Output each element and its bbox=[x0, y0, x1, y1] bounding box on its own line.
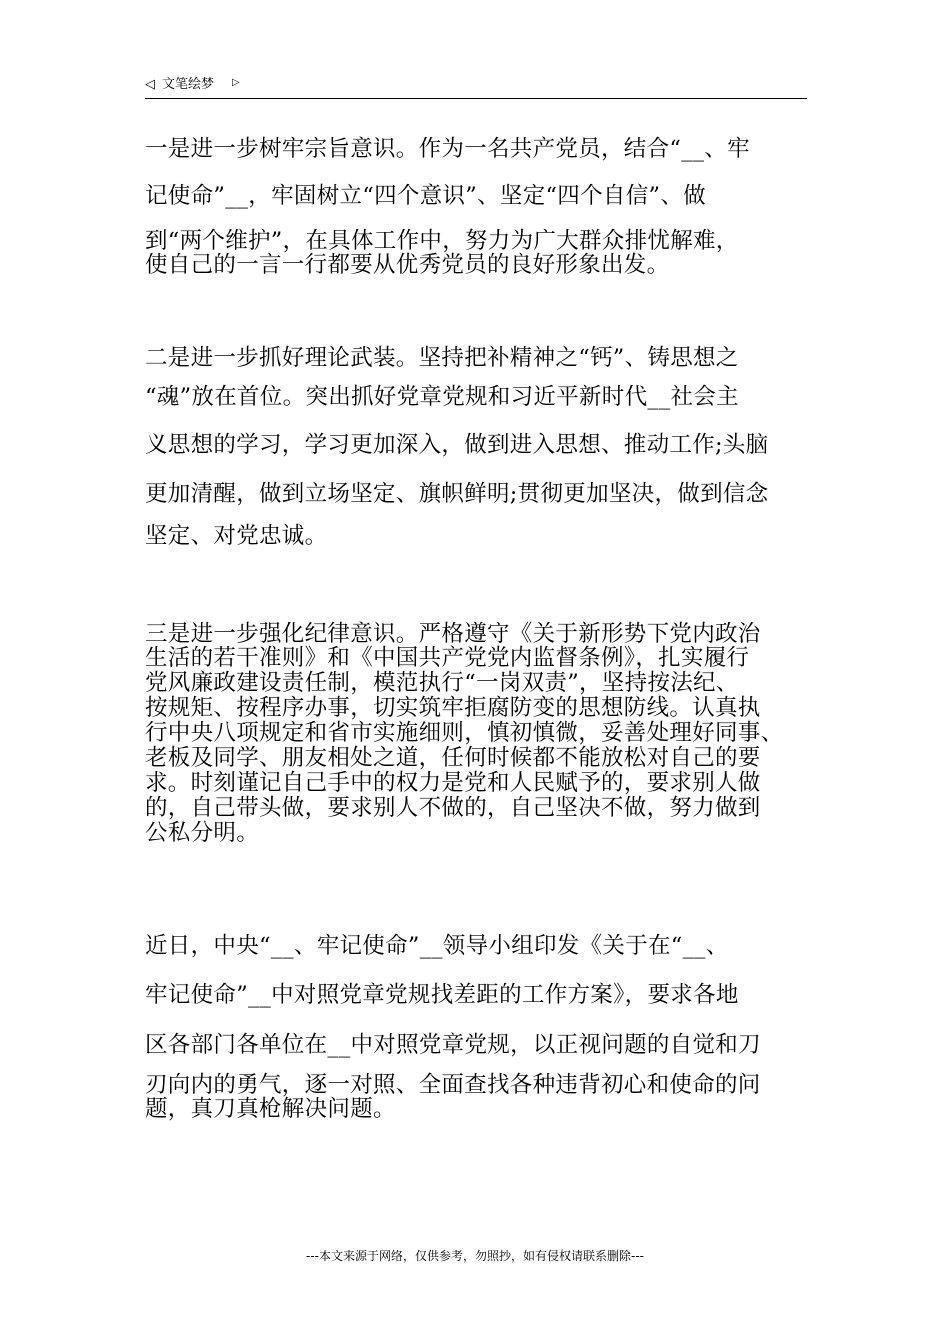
text-line: 近日，中央“__、牢记使命”__领导小组印发《关于在“__、 bbox=[145, 933, 729, 959]
text-line: “魂”放在首位。突出抓好党章党规和习近平新时代__社会主 bbox=[145, 384, 739, 410]
brand-name: 文笔绘梦 bbox=[162, 77, 215, 92]
text-line: 刃向内的勇气，逐一对照、全面查找各种违背初心和使命的问 bbox=[145, 1072, 761, 1098]
page-header bbox=[145, 72, 807, 99]
text-line: 求。时刻谨记自己手中的权力是党和人民赋予的，要求别人做 bbox=[145, 770, 761, 796]
text-line: 按规矩、按程序办事，切实筑牢拒腐防变的思想防线。认真执 bbox=[145, 695, 761, 721]
text-line: 使自己的一言一行都要从优秀党员的良好形象出发。 bbox=[145, 252, 670, 278]
text-line: 党风廉政建设责任制，模范执行“一岗双责”，坚持按法纪、 bbox=[145, 670, 739, 696]
text-line: 行中央八项规定和省市实施细则，慎初慎微，妥善处理好同事、 bbox=[145, 720, 784, 746]
page-footer: ---本文来源于网络，仅供参考，勿照抄，如有侵权请联系删除--- bbox=[306, 1249, 644, 1263]
text-line: 生活的若干准则》和《中国共产党党内监督条例》，扎实履行 bbox=[145, 645, 750, 671]
text-line: 义思想的学习，学习更加深入，做到进入思想、推动工作;头脑 bbox=[145, 432, 769, 458]
text-line: 坚定、对党忠诚。 bbox=[145, 523, 328, 549]
text-line: 老板及同学、朋友相处之道，任何时候都不能放松对自己的要 bbox=[145, 745, 761, 771]
text-line: 更加清醒，做到立场坚定、旗帜鲜明;贯彻更加坚决，做到信念 bbox=[145, 481, 769, 507]
text-line: 区各部门各单位在__中对照党章党规，以正视问题的自觉和刀 bbox=[145, 1032, 761, 1058]
triangle-left-icon: ◁ bbox=[145, 77, 155, 92]
text-line: 公私分明。 bbox=[145, 820, 260, 846]
text-line: 题，真刀真枪解决问题。 bbox=[145, 1096, 396, 1122]
text-line: 一是进一步树牢宗旨意识。作为一名共产党员，结合“__、牢 bbox=[145, 136, 750, 162]
text-line: 的，自己带头做，要求别人不做的，自己坚决不做，努力做到 bbox=[145, 795, 761, 821]
text-line: 三是进一步强化纪律意识。严格遵守《关于新形势下党内政治 bbox=[145, 621, 761, 647]
text-line: 牢记使命”__中对照党章党规找差距的工作方案》，要求各地 bbox=[145, 982, 739, 1008]
text-line: 到“两个维护”，在具体工作中，努力为广大群众排忧解难， bbox=[145, 228, 739, 254]
triangle-right-icon: ▷ bbox=[232, 77, 240, 88]
text-line: 二是进一步抓好理论武装。坚持把补精神之“钙”、铸思想之 bbox=[145, 345, 739, 371]
text-line: 记使命”__，牢固树立“四个意识”、坚定“四个自信”、做 bbox=[145, 183, 706, 209]
